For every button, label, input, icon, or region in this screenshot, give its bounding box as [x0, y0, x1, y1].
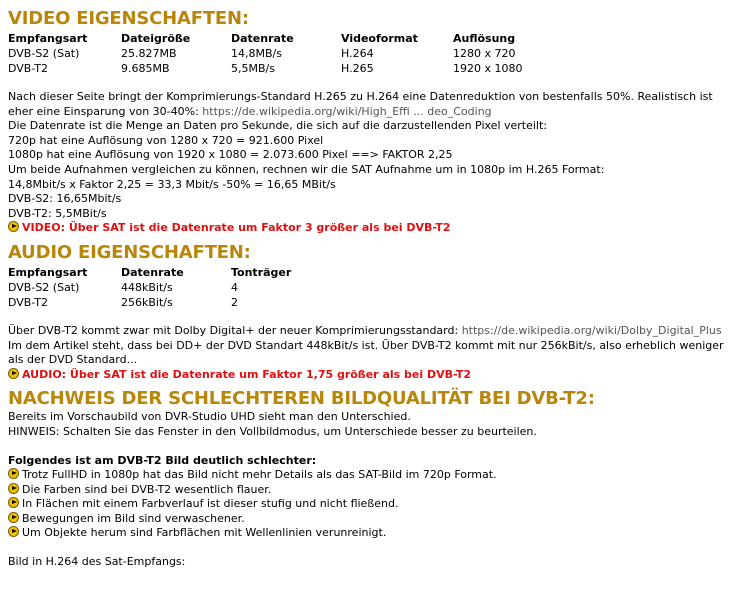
list-item	[8, 526, 750, 541]
quality-line: Bereits im Vorschaubild von DVR-Studio UHD sieht man den Unterschied.	[8, 410, 411, 424]
arrow-bullet-icon	[8, 497, 19, 508]
video-table	[8, 31, 563, 76]
table-row	[8, 46, 563, 61]
video-verdict-text: VIDEO: Über SAT ist die Datenrate um Faktor 3 größer als bei DVB-T2	[22, 221, 451, 235]
arrow-bullet-icon	[8, 512, 19, 523]
video-verdict	[8, 221, 750, 236]
list-item	[8, 468, 750, 483]
quality-line: HINWEIS: Schalten Sie das Fenster in den Vollbildmodus, um Unterschiede besser zu beurteilen.	[8, 424, 537, 438]
arrow-bullet-icon	[8, 468, 19, 479]
video-line: 720p hat eine Auflösung von 1280 x 720 = 921.600 Pixel	[8, 133, 324, 147]
quality-list	[8, 468, 750, 541]
audio-table-header	[8, 265, 341, 280]
video-col-aufloesung: Auflösung	[453, 32, 516, 45]
video-paragraph	[8, 90, 733, 119]
list-item-text: Um Objekte herum sind Farbflächen mit Wellenlinien verunreinigt.	[22, 526, 387, 540]
table-cell: 1280 x 720	[453, 47, 516, 60]
table-cell: H.264	[341, 47, 374, 60]
list-item	[8, 483, 750, 498]
audio-col-empfangsart: Empfangsart	[8, 265, 88, 279]
list-item-text: Trotz FullHD in 1080p hat das Bild nicht mehr Details als das SAT-Bild im 720p Format.	[22, 468, 497, 482]
audio-col-tontraeger: Tonträger	[231, 265, 292, 279]
table-row	[8, 61, 563, 76]
video-table-header	[8, 31, 563, 46]
video-col-empfangsart: Empfangsart	[8, 32, 88, 45]
list-item-text: Bewegungen im Bild sind verwaschener.	[22, 511, 245, 525]
table-cell: DVB-T2	[8, 62, 49, 75]
audio-heading: AUDIO EIGENSCHAFTEN:	[8, 241, 251, 263]
video-paragraph-text: Nach dieser Seite bringt der Komprimierungs-Standard H.265 zu H.264 eine Datenreduktion von bestenfalls 50%. Realistisch ist eher eine Einsparung von 30-40%:	[8, 90, 713, 118]
arrow-bullet-icon	[8, 368, 19, 379]
video-line: Um beide Aufnahmen vergleichen zu können, rechnen wir die SAT Aufnahme um in 1080p im H.265 Format:	[8, 162, 605, 176]
table-cell: 4	[231, 280, 238, 294]
table-cell: 14,8MB/s	[231, 47, 282, 60]
table-row	[8, 280, 341, 295]
video-line: 14,8Mbit/s x Faktor 2,25 = 33,3 Mbit/s -50% = 16,65 MBit/s	[8, 177, 336, 191]
video-line: 1080p hat eine Auflösung von 1920 x 1080 = 2.073.600 Pixel ==> FAKTOR 2,25	[8, 148, 453, 162]
video-col-datenrate: Datenrate	[231, 32, 294, 45]
audio-table	[8, 265, 341, 310]
audio-verdict	[8, 368, 750, 383]
table-cell: H.265	[341, 62, 374, 75]
video-line: DVB-T2: 5,5MBit/s	[8, 206, 107, 220]
audio-verdict-text: AUDIO: Über SAT ist die Datenrate um Faktor 1,75 größer als bei DVB-T2	[22, 367, 472, 381]
table-cell: 25.827MB	[121, 47, 177, 60]
table-cell: 448kBit/s	[121, 280, 173, 294]
table-cell: 256kBit/s	[121, 295, 173, 309]
quality-footer: Bild in H.264 des Sat-Empfangs:	[8, 555, 186, 569]
table-cell: DVB-T2	[8, 295, 49, 309]
quality-list-title: Folgendes ist am DVB-T2 Bild deutlich schlechter:	[8, 453, 317, 467]
table-row	[8, 295, 341, 310]
video-col-dateigroesse: Dateigröße	[121, 32, 191, 45]
dolby-wiki-link[interactable]: https://de.wikipedia.org/wiki/Dolby_Digital_Plus	[461, 323, 722, 337]
arrow-bullet-icon	[8, 483, 19, 494]
video-heading: VIDEO EIGENSCHAFTEN:	[8, 8, 249, 29]
table-cell: 5,5MB/s	[231, 62, 275, 75]
list-item	[8, 497, 750, 512]
table-cell: 2	[231, 295, 238, 309]
table-cell: DVB-S2 (Sat)	[8, 280, 80, 294]
quality-heading: NACHWEIS DER SCHLECHTEREN BILDQUALITÄT BEI DVB-T2:	[8, 388, 595, 410]
audio-paragraph-2: Im dem Artikel steht, dass bei DD+ der DVD Standart 448kBit/s ist. Über DVB-T2 kommt mit nur 256kBit/s, also erheblich weniger als der DVD Standard...	[8, 338, 724, 367]
audio-paragraph	[8, 324, 750, 339]
table-cell: DVB-S2 (Sat)	[8, 47, 80, 60]
hevc-wiki-link[interactable]: https://de.wikipedia.org/wiki/High_Effi ... deo_Coding	[202, 104, 492, 118]
audio-col-datenrate: Datenrate	[121, 265, 184, 279]
arrow-bullet-icon	[8, 526, 19, 537]
audio-paragraph-text: Über DVB-T2 kommt zwar mit Dolby Digital+ der neuer Komprimierungsstandard:	[8, 323, 462, 337]
video-col-videoformat: Videoformat	[341, 32, 418, 45]
list-item-text: In Flächen mit einem Farbverlauf ist dieser stufig und nicht fließend.	[22, 497, 399, 511]
video-line: Die Datenrate ist die Menge an Daten pro Sekunde, die sich auf die darzustellenden Pixel verteilt:	[8, 119, 548, 133]
table-cell: 1920 x 1080	[453, 62, 523, 75]
arrow-bullet-icon	[8, 221, 19, 232]
video-line: DVB-S2: 16,65Mbit/s	[8, 192, 122, 206]
list-item	[8, 512, 750, 527]
list-item-text: Die Farben sind bei DVB-T2 wesentlich flauer.	[22, 482, 272, 496]
table-cell: 9.685MB	[121, 62, 170, 75]
